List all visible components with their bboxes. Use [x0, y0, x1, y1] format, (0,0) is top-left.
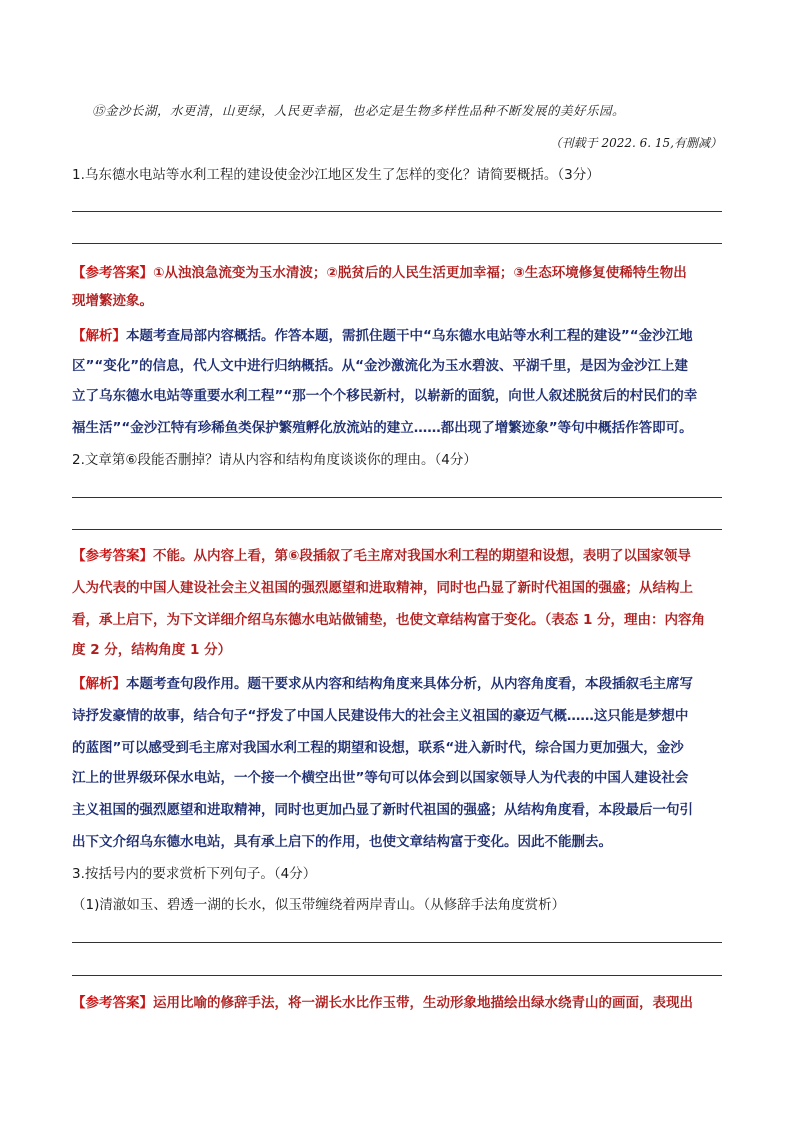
question-2-analysis-line-4: 江上的世界级环保水电站，一个接一个横空出世”等句可以体会到以国家领导人为代表的中国人建设社会 [72, 770, 689, 786]
question-3-answer-line-1: 【参考答案】运用比喻的修辞手法，将一湖长水比作玉带，生动形象地描绘出绿水绕青山的画面，表现出 [72, 995, 693, 1011]
question-2-answer-line-2: 人为代表的中国人建设社会主义祖国的强烈愿望和进取精神，同时也凸显了新时代祖国的强盛；从结构上 [72, 580, 693, 596]
excerpt-paragraph-15: ⑮金沙长湖，水更清，山更绿，人民更幸福，也必定是生物多样性品种不断发展的美好乐园。 [92, 103, 626, 118]
question-1-analysis-line-1: 【解析】本题考查局部内容概括。作答本题，需抓住题干中“乌东德水电站等水利工程的建设”“金沙江地 [72, 328, 693, 344]
question-1-analysis-line-2: 区”“变化”的信息，代人文中进行归纳概括。从“金沙激流化为玉水碧波、平湖千里，是因为金沙江上建 [72, 358, 688, 374]
question-2-answer-line-1: 【参考答案】不能。从内容上看，第⑥段插叙了毛主席对我国水利工程的期望和设想，表明了以国家领导 [72, 548, 691, 564]
question-1-answer-line-2: 现增繁迹象。 [72, 293, 153, 309]
question-3-prompt: 3.按括号内的要求赏析下列句子。（4分） [72, 866, 317, 882]
question-2-analysis-line-6: 出下文介绍乌东德水电站，具有承上启下的作用，也使文章结构富于变化。因此不能删去。 [72, 834, 612, 850]
answer-line [72, 211, 722, 212]
question-1-analysis-line-4: 福生活”“金沙江特有珍稀鱼类保护繁殖孵化放流站的建立……都出现了增繁迹象”等句中概括作答即可。 [72, 420, 693, 436]
question-1-answer-line-1: 【参考答案】①从浊浪急流变为玉水清波；②脱贫后的人民生活更加幸福；③生态环境修复使稀特生物出 [72, 265, 687, 281]
question-2-prompt: 2.文章第⑥段能否删掉？请从内容和结构角度谈谈你的理由。（4分） [72, 452, 477, 468]
question-2-analysis-line-1: 【解析】本题考查句段作用。题干要求从内容和结构角度来具体分析，从内容角度看，本段插叙毛主席写 [72, 676, 693, 692]
question-3-sub-prompt: （1)清澈如玉、碧透一湖的长水，似玉带缠绕着两岸青山。（从修辞手法角度赏析） [72, 897, 566, 913]
question-2-analysis-line-3: 的蓝图”可以感受到毛主席对我国水利工程的期望和设想，联系“进入新时代，综合国力更加强大，金沙 [72, 740, 684, 756]
excerpt-source: （刊载于 2022. 6. 15,有删减） [549, 136, 722, 150]
question-1-analysis-line-3: 立了乌东德水电站等重要水利工程”“那一个个移民新村，以崭新的面貌，向世人叙述脱贫后的村民们的幸 [72, 388, 698, 404]
answer-line [72, 243, 722, 244]
answer-tag: 【参考答案】 [72, 265, 153, 281]
answer-line [72, 497, 722, 498]
answer-tag: 【参考答案】 [72, 548, 153, 564]
answer-tag: 【参考答案】 [72, 995, 153, 1011]
question-2-answer-line-3: 看，承上启下，为下文详细介绍乌东德水电站做铺垫，也使文章结构富于变化。（表态 1 分，理由：内容角 [72, 612, 706, 628]
question-2-analysis-line-5: 主义祖国的强烈愿望和进取精神，同时也更加凸显了新时代祖国的强盛；从结构角度看，本段最后一句引 [72, 802, 693, 818]
answer-line [72, 942, 722, 943]
question-1-prompt: 1.乌东德水电站等水利工程的建设使金沙江地区发生了怎样的变化？请简要概括。（3分） [72, 167, 600, 183]
question-2-analysis-line-2: 诗抒发豪情的故事，结合句子“抒发了中国人民建设伟大的社会主义祖国的豪迈气概……这只能是梦想中 [72, 708, 689, 724]
analysis-tag: 【解析】 [72, 328, 126, 344]
answer-line [72, 975, 722, 976]
answer-line [72, 529, 722, 530]
analysis-tag: 【解析】 [72, 676, 126, 692]
question-2-answer-line-4: 度 2 分，结构角度 1 分） [72, 642, 232, 658]
